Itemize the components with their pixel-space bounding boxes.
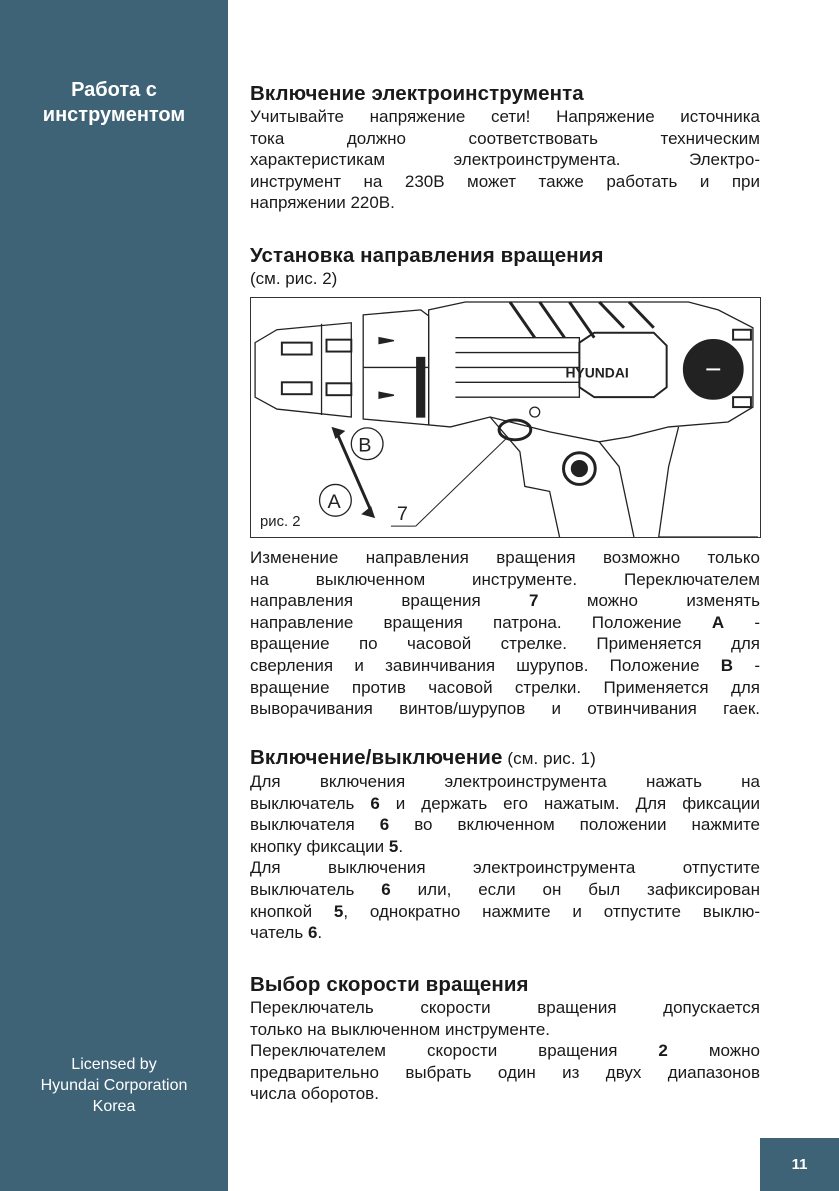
section-body bbox=[250, 771, 760, 944]
figure-caption: рис. 2 bbox=[260, 514, 301, 531]
text-segment: направление вращения патрона. Положение bbox=[250, 612, 712, 632]
license-line: Hyundai Corporation bbox=[40, 1077, 188, 1094]
reference-number: А bbox=[711, 612, 725, 632]
text-segment: напряжении 220В. bbox=[250, 193, 395, 213]
reference-number: 5 bbox=[388, 836, 399, 856]
text-line bbox=[250, 879, 760, 901]
text-segment: вращение по часовой стрелке. Применяется для bbox=[250, 634, 760, 654]
reference-number: 2 bbox=[658, 1041, 668, 1061]
text-segment: сверления и завинчивания шурупов. Положение bbox=[250, 655, 721, 675]
page-number: 11 bbox=[760, 1138, 839, 1191]
text-segment: Переключателем скорости вращения bbox=[250, 1041, 659, 1061]
text-segment: можно bbox=[667, 1041, 761, 1061]
reference-number: 5 bbox=[333, 901, 344, 921]
reference-number: 6 bbox=[379, 815, 390, 835]
text-segment: во включенном положении нажмите bbox=[389, 815, 760, 835]
section-title-line: инструментом bbox=[42, 104, 186, 126]
text-line bbox=[250, 1062, 760, 1084]
reference-number: 6 bbox=[381, 879, 391, 899]
text-segment: , однократно нажмите и отпустите выклю- bbox=[343, 901, 760, 921]
reference-number: 7 bbox=[529, 591, 539, 611]
text-line bbox=[250, 1083, 760, 1105]
text-segment: кнопку фиксации bbox=[250, 836, 389, 856]
text-line bbox=[250, 677, 760, 699]
license-note bbox=[0, 1054, 228, 1117]
text-segment: направления вращения bbox=[250, 591, 530, 611]
text-segment: чатель bbox=[250, 923, 308, 943]
text-segment: выключатель bbox=[250, 793, 371, 813]
text-line bbox=[250, 149, 760, 171]
text-line bbox=[250, 698, 760, 720]
section-title bbox=[0, 78, 228, 128]
section-heading bbox=[250, 746, 760, 771]
section-on-off bbox=[250, 746, 760, 944]
heading-text: Включение/выключение bbox=[250, 746, 503, 769]
text-segment: предварительно выбрать один из двух диапазонов bbox=[250, 1062, 760, 1082]
figure-drill-diagram bbox=[250, 297, 761, 538]
text-segment: и держать его нажатым. Для фиксации bbox=[379, 793, 760, 813]
license-line: Korea bbox=[92, 1098, 136, 1115]
text-line bbox=[250, 655, 760, 677]
reference-number: 6 bbox=[307, 923, 318, 943]
text-segment: инструмент на 230В может также работать и при bbox=[250, 171, 760, 191]
section-heading: Выбор скорости вращения bbox=[250, 973, 529, 996]
reference-number: 6 bbox=[370, 793, 380, 813]
section-heading: Установка направления вращения bbox=[250, 244, 604, 267]
text-segment: тока должно соответствовать техническим bbox=[250, 128, 760, 148]
text-segment: выворачивания винтов/шурупов и отвинчивания гаек. bbox=[250, 699, 760, 719]
text-line bbox=[250, 793, 760, 815]
figure-reference: (см. рис. 2) bbox=[250, 269, 338, 288]
text-line bbox=[250, 106, 760, 128]
text-line bbox=[250, 590, 760, 612]
text-segment: выключатель bbox=[250, 879, 382, 899]
text-line bbox=[250, 901, 760, 923]
text-segment: . bbox=[317, 923, 323, 943]
text-line bbox=[250, 857, 760, 879]
text-segment: Для включения электроинструмента нажать на bbox=[250, 772, 760, 791]
reference-number: В bbox=[720, 655, 734, 675]
label-a: A bbox=[327, 491, 341, 514]
text-line bbox=[250, 922, 760, 944]
section-body bbox=[250, 547, 760, 720]
text-line bbox=[250, 633, 760, 655]
text-line bbox=[250, 612, 760, 634]
text-segment: Для выключения электроинструмента отпустите bbox=[250, 858, 760, 878]
text-line bbox=[250, 1040, 760, 1062]
text-segment: - bbox=[724, 612, 760, 632]
text-line bbox=[250, 836, 760, 858]
text-segment: только на выключенном инструменте. bbox=[250, 1019, 550, 1039]
text-line bbox=[250, 814, 760, 836]
text-segment: или, если он был зафиксирован bbox=[390, 879, 760, 899]
callout-7: 7 bbox=[396, 503, 408, 526]
text-line bbox=[250, 569, 760, 591]
section-rotation-direction bbox=[250, 244, 760, 289]
section-title-line: Работа с bbox=[71, 79, 157, 101]
text-segment: Учитывайте напряжение сети! Напряжение источника bbox=[250, 107, 760, 126]
text-line bbox=[250, 128, 760, 150]
label-b: B bbox=[358, 434, 372, 457]
text-segment: выключателя bbox=[250, 815, 380, 835]
section-body bbox=[250, 997, 760, 1105]
section-heading: Включение электроинструмента bbox=[250, 82, 584, 105]
text-line bbox=[250, 192, 760, 214]
sidebar bbox=[0, 0, 228, 1191]
text-line bbox=[250, 171, 760, 193]
heading-note: (см. рис. 1) bbox=[502, 749, 596, 768]
brand-logo: HYUNDAI bbox=[565, 364, 629, 381]
text-segment: Переключатель скорости вращения допускается bbox=[250, 998, 760, 1017]
text-segment: Изменение направления вращения возможно только bbox=[250, 548, 760, 567]
text-segment: кнопкой bbox=[250, 901, 334, 921]
text-line bbox=[250, 771, 760, 793]
text-segment: числа оборотов. bbox=[250, 1084, 379, 1104]
text-segment: можно изменять bbox=[538, 591, 760, 611]
section-body bbox=[250, 106, 760, 214]
license-line: Licensed by bbox=[71, 1056, 157, 1073]
text-segment: на выключенном инструменте. Переключателем bbox=[250, 569, 760, 589]
text-segment: . bbox=[398, 836, 404, 856]
section-rotation-direction-text bbox=[250, 547, 760, 720]
text-line bbox=[250, 997, 760, 1019]
text-line bbox=[250, 547, 760, 569]
text-line bbox=[250, 1019, 760, 1041]
text-segment: - bbox=[733, 655, 760, 675]
text-segment: характеристикам электроинструмента. Электро- bbox=[250, 150, 760, 170]
text-segment: вращение против часовой стрелки. Применяется для bbox=[250, 677, 760, 697]
section-power-on bbox=[250, 82, 760, 214]
section-speed-selection bbox=[250, 973, 760, 1105]
